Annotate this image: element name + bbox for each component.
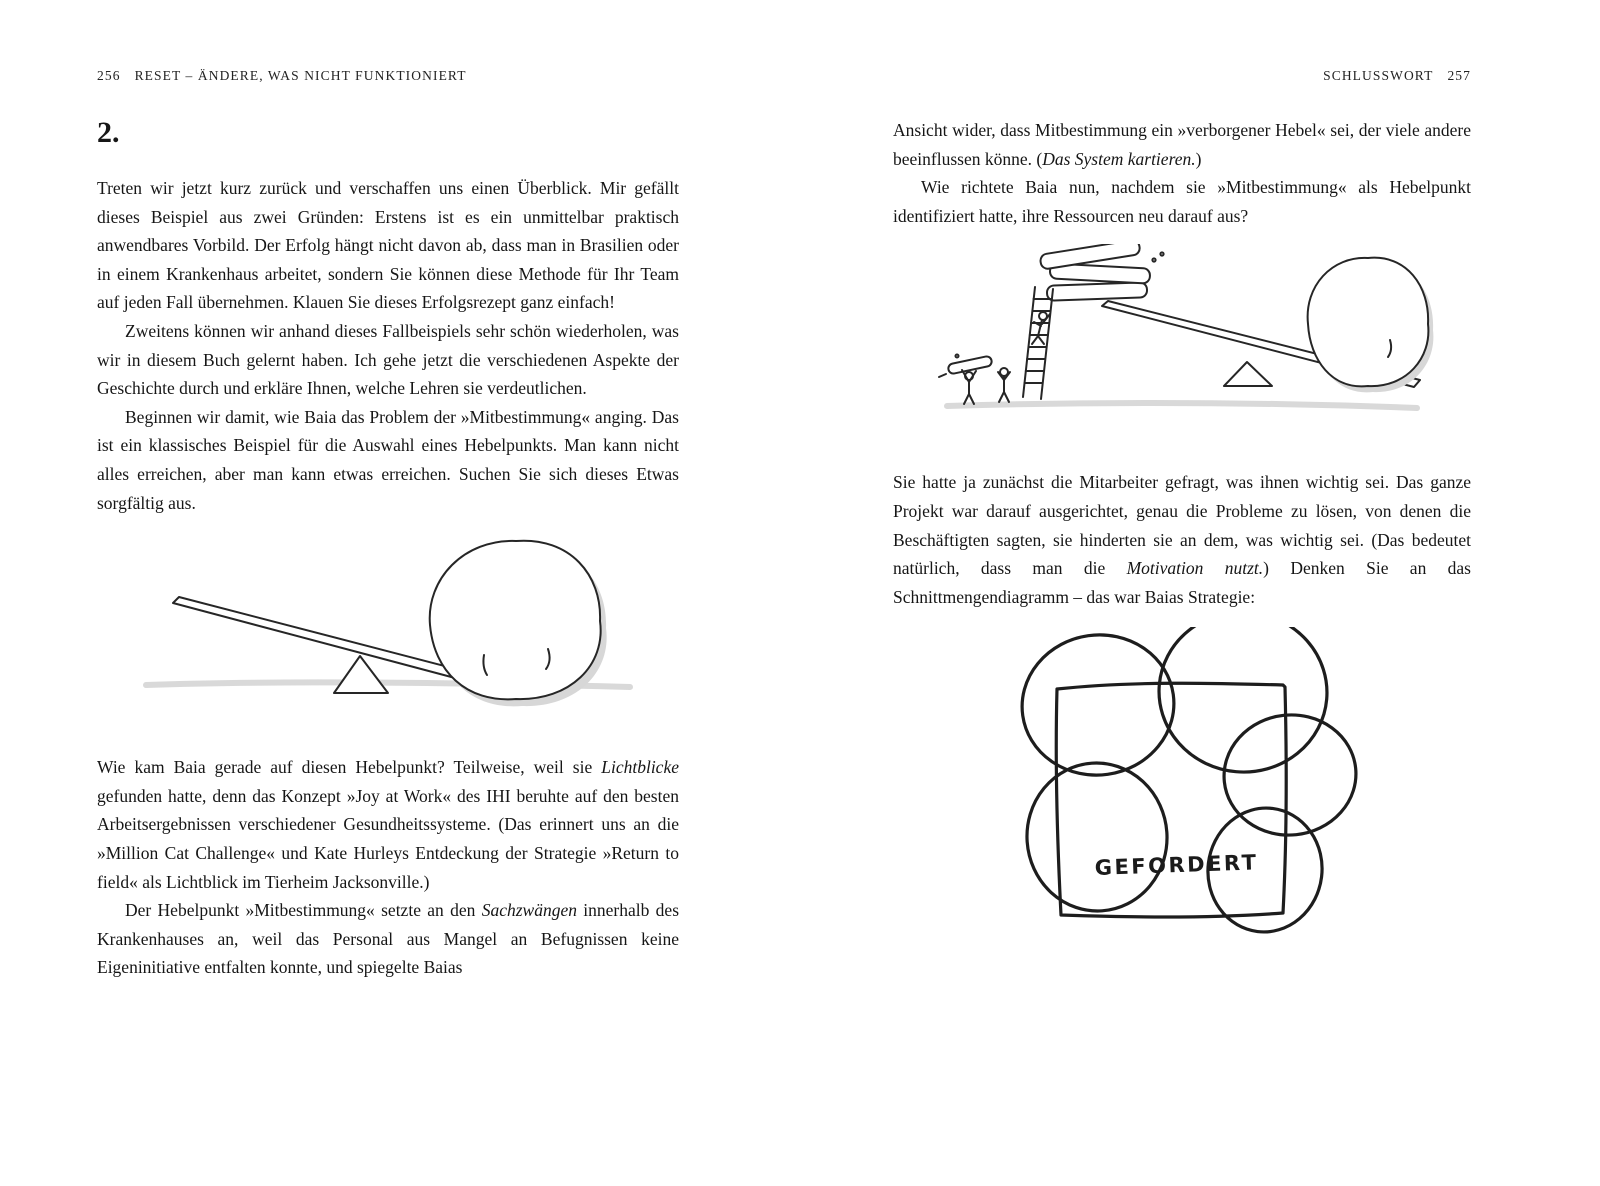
effort-mark	[1152, 259, 1155, 262]
paragraph: Beginnen wir damit, wie Baia das Problem der »Mitbestimmung« anging. Das ist ein klassisches Beispiel für die Auswahl eines Hebelpunkts. Man kann nicht alles erreichen, aber man kann etwas erreichen. Suchen Sie sich dieses Etwas sorgfältig aus.	[97, 406, 679, 513]
lever-boulder-illustration	[118, 533, 658, 723]
venn-diagram-svg	[1003, 627, 1443, 947]
effort-mark	[1160, 253, 1163, 256]
right-running-head	[893, 68, 1471, 84]
section-number: 2.	[97, 116, 120, 149]
sketch-circle-top-left	[1013, 627, 1183, 785]
right-text-block-2	[893, 468, 1471, 611]
carrying-figure	[939, 355, 993, 405]
right-text-block-1	[893, 116, 1471, 230]
right-folio: 257	[1447, 68, 1471, 83]
left-page	[97, 0, 679, 982]
left-folio: 256	[97, 68, 121, 83]
left-running-title: RESET – ÄNDERE, WAS NICHT FUNKTIONIERT	[134, 68, 467, 83]
sketch-circle-top-right	[1152, 627, 1333, 779]
paragraph: Sie hatte ja zunächst die Mitarbeiter gefragt, was ihnen wichtig sei. Das ganze Projekt war darauf ausgerichtet, genau die Probleme zu lösen, von denen die Beschäftigten sagten, sie hinderten sie an dem, was wichtig sei. (Das bedeutet natürlich, dass man die Motivation nutzt.) Denken Sie an das Schnittmengendiagramm – das war Baias Strategie:	[893, 472, 1471, 607]
ground-shadow	[947, 403, 1417, 408]
right-page	[893, 0, 1471, 952]
boulder	[430, 541, 601, 700]
left-text-block-2	[97, 753, 679, 982]
right-running-title: SCHLUSSWORT	[1323, 68, 1434, 83]
sketch-circle-right	[1218, 709, 1362, 842]
fulcrum	[1224, 362, 1272, 386]
lever-boulder-svg	[118, 533, 658, 718]
paragraph: Wie richtete Baia nun, nachdem sie »Mitbestimmung« als Hebelpunkt identifiziert hatte, ihre Ressourcen neu darauf aus?	[893, 177, 1471, 226]
left-text-block-1	[97, 174, 679, 517]
paragraph: Zweitens können wir anhand dieses Fallbeispiels sehr schön wiederholen, was wir in diesem Buch gelernt haben. Ich gehe jetzt die verschiedenen Aspekte der Geschichte durch und erkläre Ihnen, welche Lehren sie verdeutlichen.	[97, 320, 679, 399]
left-running-head	[97, 68, 679, 84]
boulder	[1308, 258, 1429, 387]
helper-figure	[998, 368, 1010, 402]
paragraph: Wie kam Baia gerade auf diesen Hebelpunkt? Teilweise, weil sie Lichtblicke gefunden hatte, denn das Konzept »Joy at Work« des IHI beruhte auf den besten Arbeitsergebnissen verschiedener Gesundheitssysteme. (Das erinnert uns an die »Million Cat Challenge« und Kate Hurleys Entdeckung der Strategie »Return to field« als Lichtblick im Tierheim Jacksonville.)	[97, 757, 679, 892]
venn-label: GEFORDERT	[1094, 850, 1259, 881]
paragraph: Der Hebelpunkt »Mitbestimmung« setzte an den Sachzwängen innerhalb des Krankenhauses an, weil das Personal aus Mangel an Befugnissen keine Eigeninitiative entfalten konnte, und spiegelte Baias	[97, 900, 680, 978]
venn-diagram-sketch	[1003, 627, 1443, 952]
paragraph: Ansicht wider, dass Mitbestimmung ein »verborgener Hebel« sei, der viele andere beeinflussen könne. (Das System kartieren.)	[893, 120, 1471, 169]
stacked-plank	[1047, 283, 1147, 301]
lever-loading-svg	[912, 244, 1452, 439]
fulcrum	[334, 656, 388, 693]
paragraph: Treten wir jetzt kurz zurück und verschaffen uns einen Überblick. Mir gefällt dieses Beispiel aus zwei Gründen: Erstens ist es ein unmittelbar praktisch anwendbares Vorbild. Der Erfolg hängt nicht davon ab, dass man in Brasilien oder in einem Krankenhaus arbeitet, sondern Sie können diese Methode für Ihr Team auf jeden Fall übernehmen. Klauen Sie dieses Erfolgsrezept ganz einfach!	[97, 178, 679, 313]
lever-loading-illustration	[912, 244, 1452, 444]
sketch-circle-left	[1022, 759, 1172, 916]
